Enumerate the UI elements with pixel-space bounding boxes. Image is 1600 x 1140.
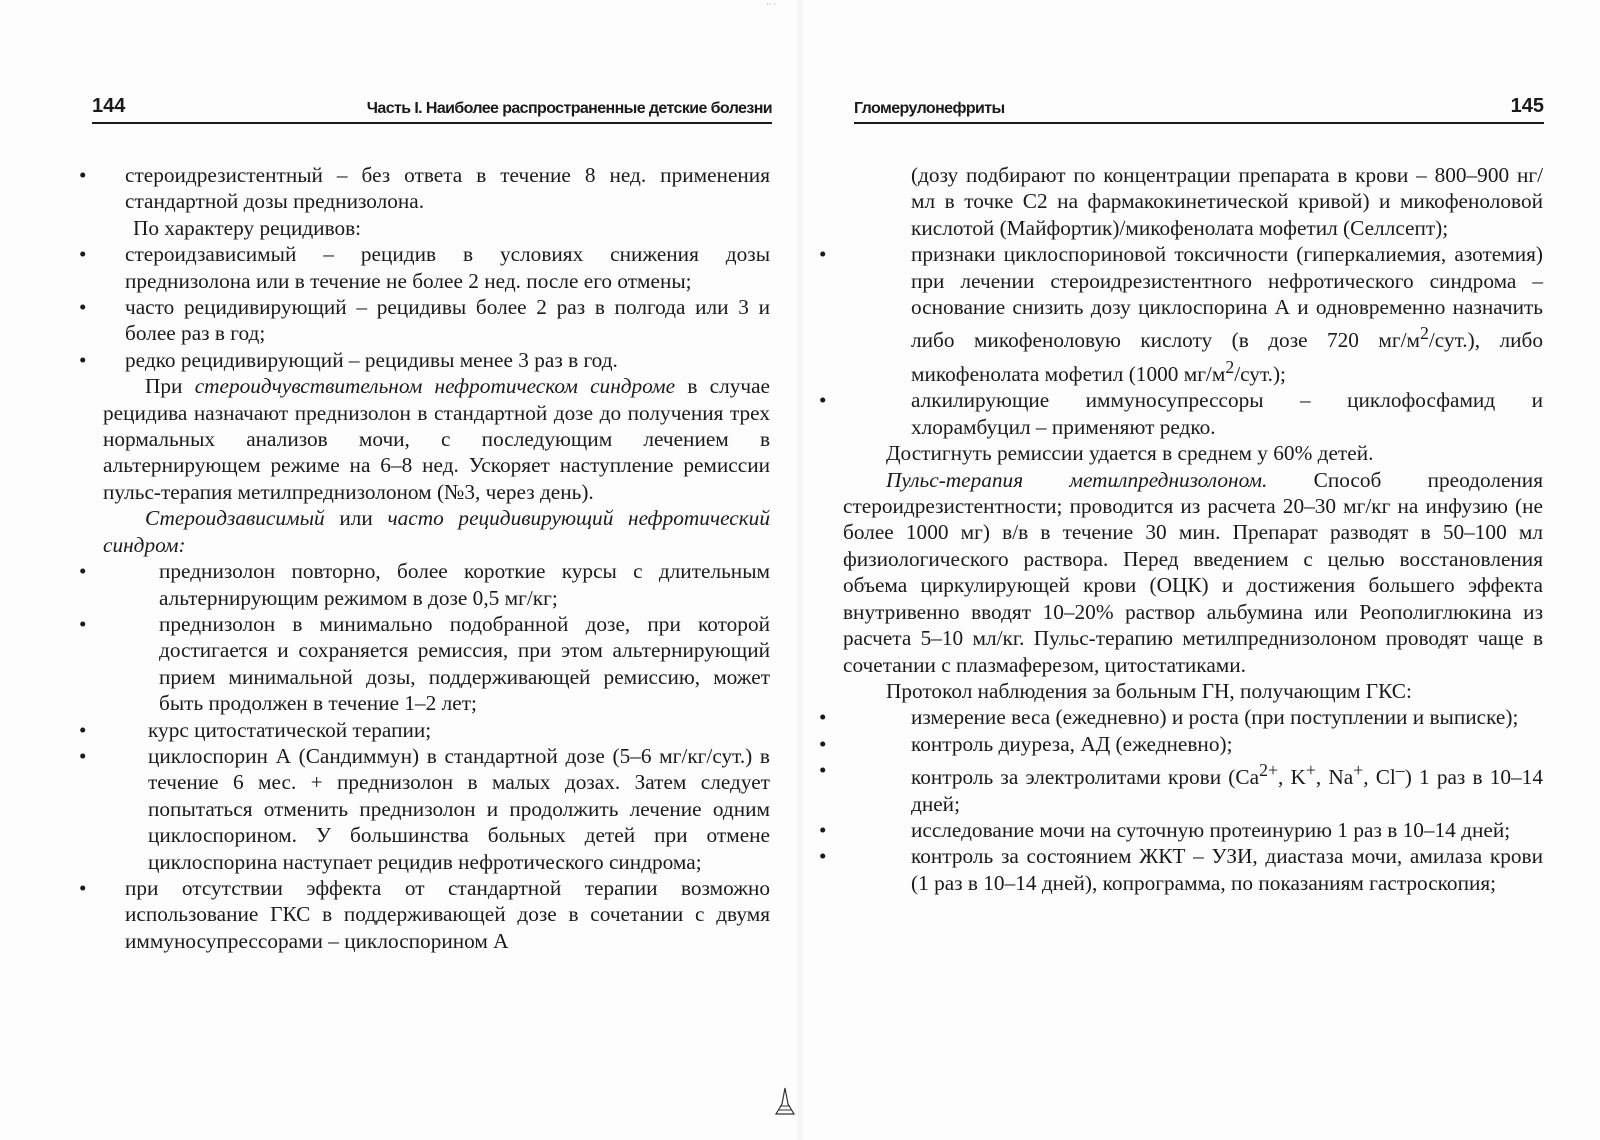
right-page — [800, 0, 1600, 1140]
paragraph — [103, 505, 770, 558]
text-run: признаки циклоспориновой токсичности (гиперкалиемия, азотемия) при лечении стероидрезистентного нефротического синдрома – основание снизить дозу циклоспорина А и одновременно назначить либо микофеноловую кислоту (в дозе 720 мг/м — [911, 242, 1543, 353]
page-number-right: 145 — [1510, 95, 1544, 117]
text-run: ) 1 раз в 10–14 дней; — [911, 765, 1543, 816]
list-item: • при отсутствии эффекта от стандартной терапии возможно использование ГКС в поддерживающей дозе в сочетании с двумя иммуносупрессорами – циклоспорином А — [103, 875, 770, 954]
paragraph: По характеру рецидивов: — [133, 215, 362, 240]
text-run: контроль за электролитами крови (Ca — [911, 765, 1260, 790]
list-item — [843, 757, 1543, 817]
superscript: – — [1395, 760, 1405, 781]
text-run: в случае рецидива назначают преднизолон в стандартной дозе до получения трех нормальных анализов мочи, с последующим лечением в альтернирующем режиме на 6–8 нед. Ускоряет наступление ремиссии пульс-терапия метилпреднизолоном (№3, через день). — [103, 374, 771, 504]
list-item: • контроль диуреза, АД (ежедневно); — [843, 731, 1543, 757]
italic-term: Пульс-терапия метилпреднизолоном. — [886, 467, 1268, 492]
list-item: • курс цитостатической терапии; — [103, 717, 770, 743]
right-text-column — [843, 162, 1543, 896]
superscript: 2 — [1419, 323, 1429, 344]
paragraph — [103, 373, 770, 505]
running-title-right: Гломерулонефриты — [854, 100, 1005, 117]
list-item — [843, 241, 1543, 387]
text-run: или — [339, 506, 373, 531]
paragraph: Протокол наблюдения за больным ГН, получающим ГКС: — [886, 678, 1412, 703]
superscript: 2+ — [1259, 760, 1278, 781]
left-text-column — [103, 162, 770, 954]
list-item: • преднизолон в минимально подобранной дозе, при которой достигается и сохраняется ремиссия, при этом альтернирующий прием минимальной дозы, поддерживающей ремиссию, может быть продолжен в течение 1–2 лет; — [103, 611, 770, 717]
text-run: , K — [1277, 765, 1306, 790]
paragraph: Достигнуть ремиссии удается в среднем у 60% детей. — [886, 441, 1374, 466]
list-item: • контроль за состоянием ЖКТ – УЗИ, диастаза мочи, амилаза крови (1 раз в 10–14 дней), копрограмма, по показаниям гастроскопия; — [843, 843, 1543, 896]
superscript: + — [1353, 760, 1364, 781]
italic-term: часто рецидивирующий нефротический синдром: — [103, 506, 770, 557]
list-item: • стероидзависимый – рецидив в условиях снижения дозы преднизолона или в течение не более 2 нед. после его отмены; — [103, 241, 770, 294]
list-item: • часто рецидивирующий – рецидивы более 2 раз в полгода или 3 и более раз в год; — [103, 294, 770, 347]
paragraph: (дозу подбирают по концентрации препарата в крови – 800–900 нг/мл в точке С2 на фармакокинетической кривой) и микофеноловой кислотой (Майфортик)/микофенолата мофетил (Селлсепт); — [911, 163, 1543, 240]
italic-term: Стероидзависимый — [145, 506, 325, 531]
running-title-left: Часть I. Наиболее распространенные детские болезни — [366, 100, 772, 117]
list-item: • циклоспорин А (Сандиммун) в стандартной дозе (5–6 мг/кг/сут.) в течение 6 мес. + преднизолон в малых дозах. Затем следует попытаться отменить преднизолон и продолжить лечение одним циклоспорином. У большинства больных детей при отмене циклоспорина наступает рецидив нефротического синдрома; — [103, 743, 770, 875]
scan-artifact: ·· · — [766, 0, 776, 9]
list-item: • редко рецидивирующий – рецидивы менее 3 раз в год. — [103, 347, 770, 373]
page-number-left: 144 — [92, 95, 126, 117]
superscript: 2 — [1225, 356, 1235, 377]
text-run: , Cl — [1363, 765, 1396, 790]
superscript: + — [1305, 760, 1316, 781]
left-running-head — [92, 94, 772, 124]
text-run: При — [145, 374, 183, 399]
right-running-head — [854, 94, 1544, 124]
list-item: • измерение веса (ежедневно) и роста (при поступлении и выписке); — [843, 704, 1543, 730]
list-item: • стероидрезистентный – без ответа в течение 8 нед. применения стандартной дозы преднизолона. — [103, 162, 770, 215]
text-run: Способ преодоления стероидрезистентности; проводится из расчета 20–30 мг/кг на инфузию (не более 1000 мг) в/в в течение 30 мин. Препарат разводят в 50–100 мл физиологического раствора. Перед введением с целью восстановления объема циркулирующей крови (ОЦК) и достижения большего эффекта внутривенно вводят 10–20% раствор альбумина или Реополиглюкина из расчета 5–10 мл/кг. Пульс-терапию метилпреднизолоном проводят чаще в сочетании с плазмаферезом, цитостатиками. — [843, 467, 1544, 677]
text-run: , Na — [1315, 765, 1354, 790]
list-item: • алкилирующие иммуносупрессоры – циклофосфамид и хлорамбуцил – применяют редко. — [843, 387, 1543, 440]
text-run: /сут.), либо микофенолата мофетил (1000 мг/м — [911, 328, 1543, 387]
list-item: • преднизолон повторно, более короткие курсы с длительным альтернирующим режимом в дозе 0,5 мг/кг; — [103, 558, 770, 611]
text-run: /сут.); — [1234, 362, 1286, 387]
paragraph — [843, 467, 1543, 678]
italic-term: стероидчувствительном нефротическом синдроме — [194, 374, 676, 399]
list-item: • исследование мочи на суточную протеинурию 1 раз в 10–14 дней; — [843, 817, 1543, 843]
publisher-mark-icon — [768, 1086, 802, 1118]
